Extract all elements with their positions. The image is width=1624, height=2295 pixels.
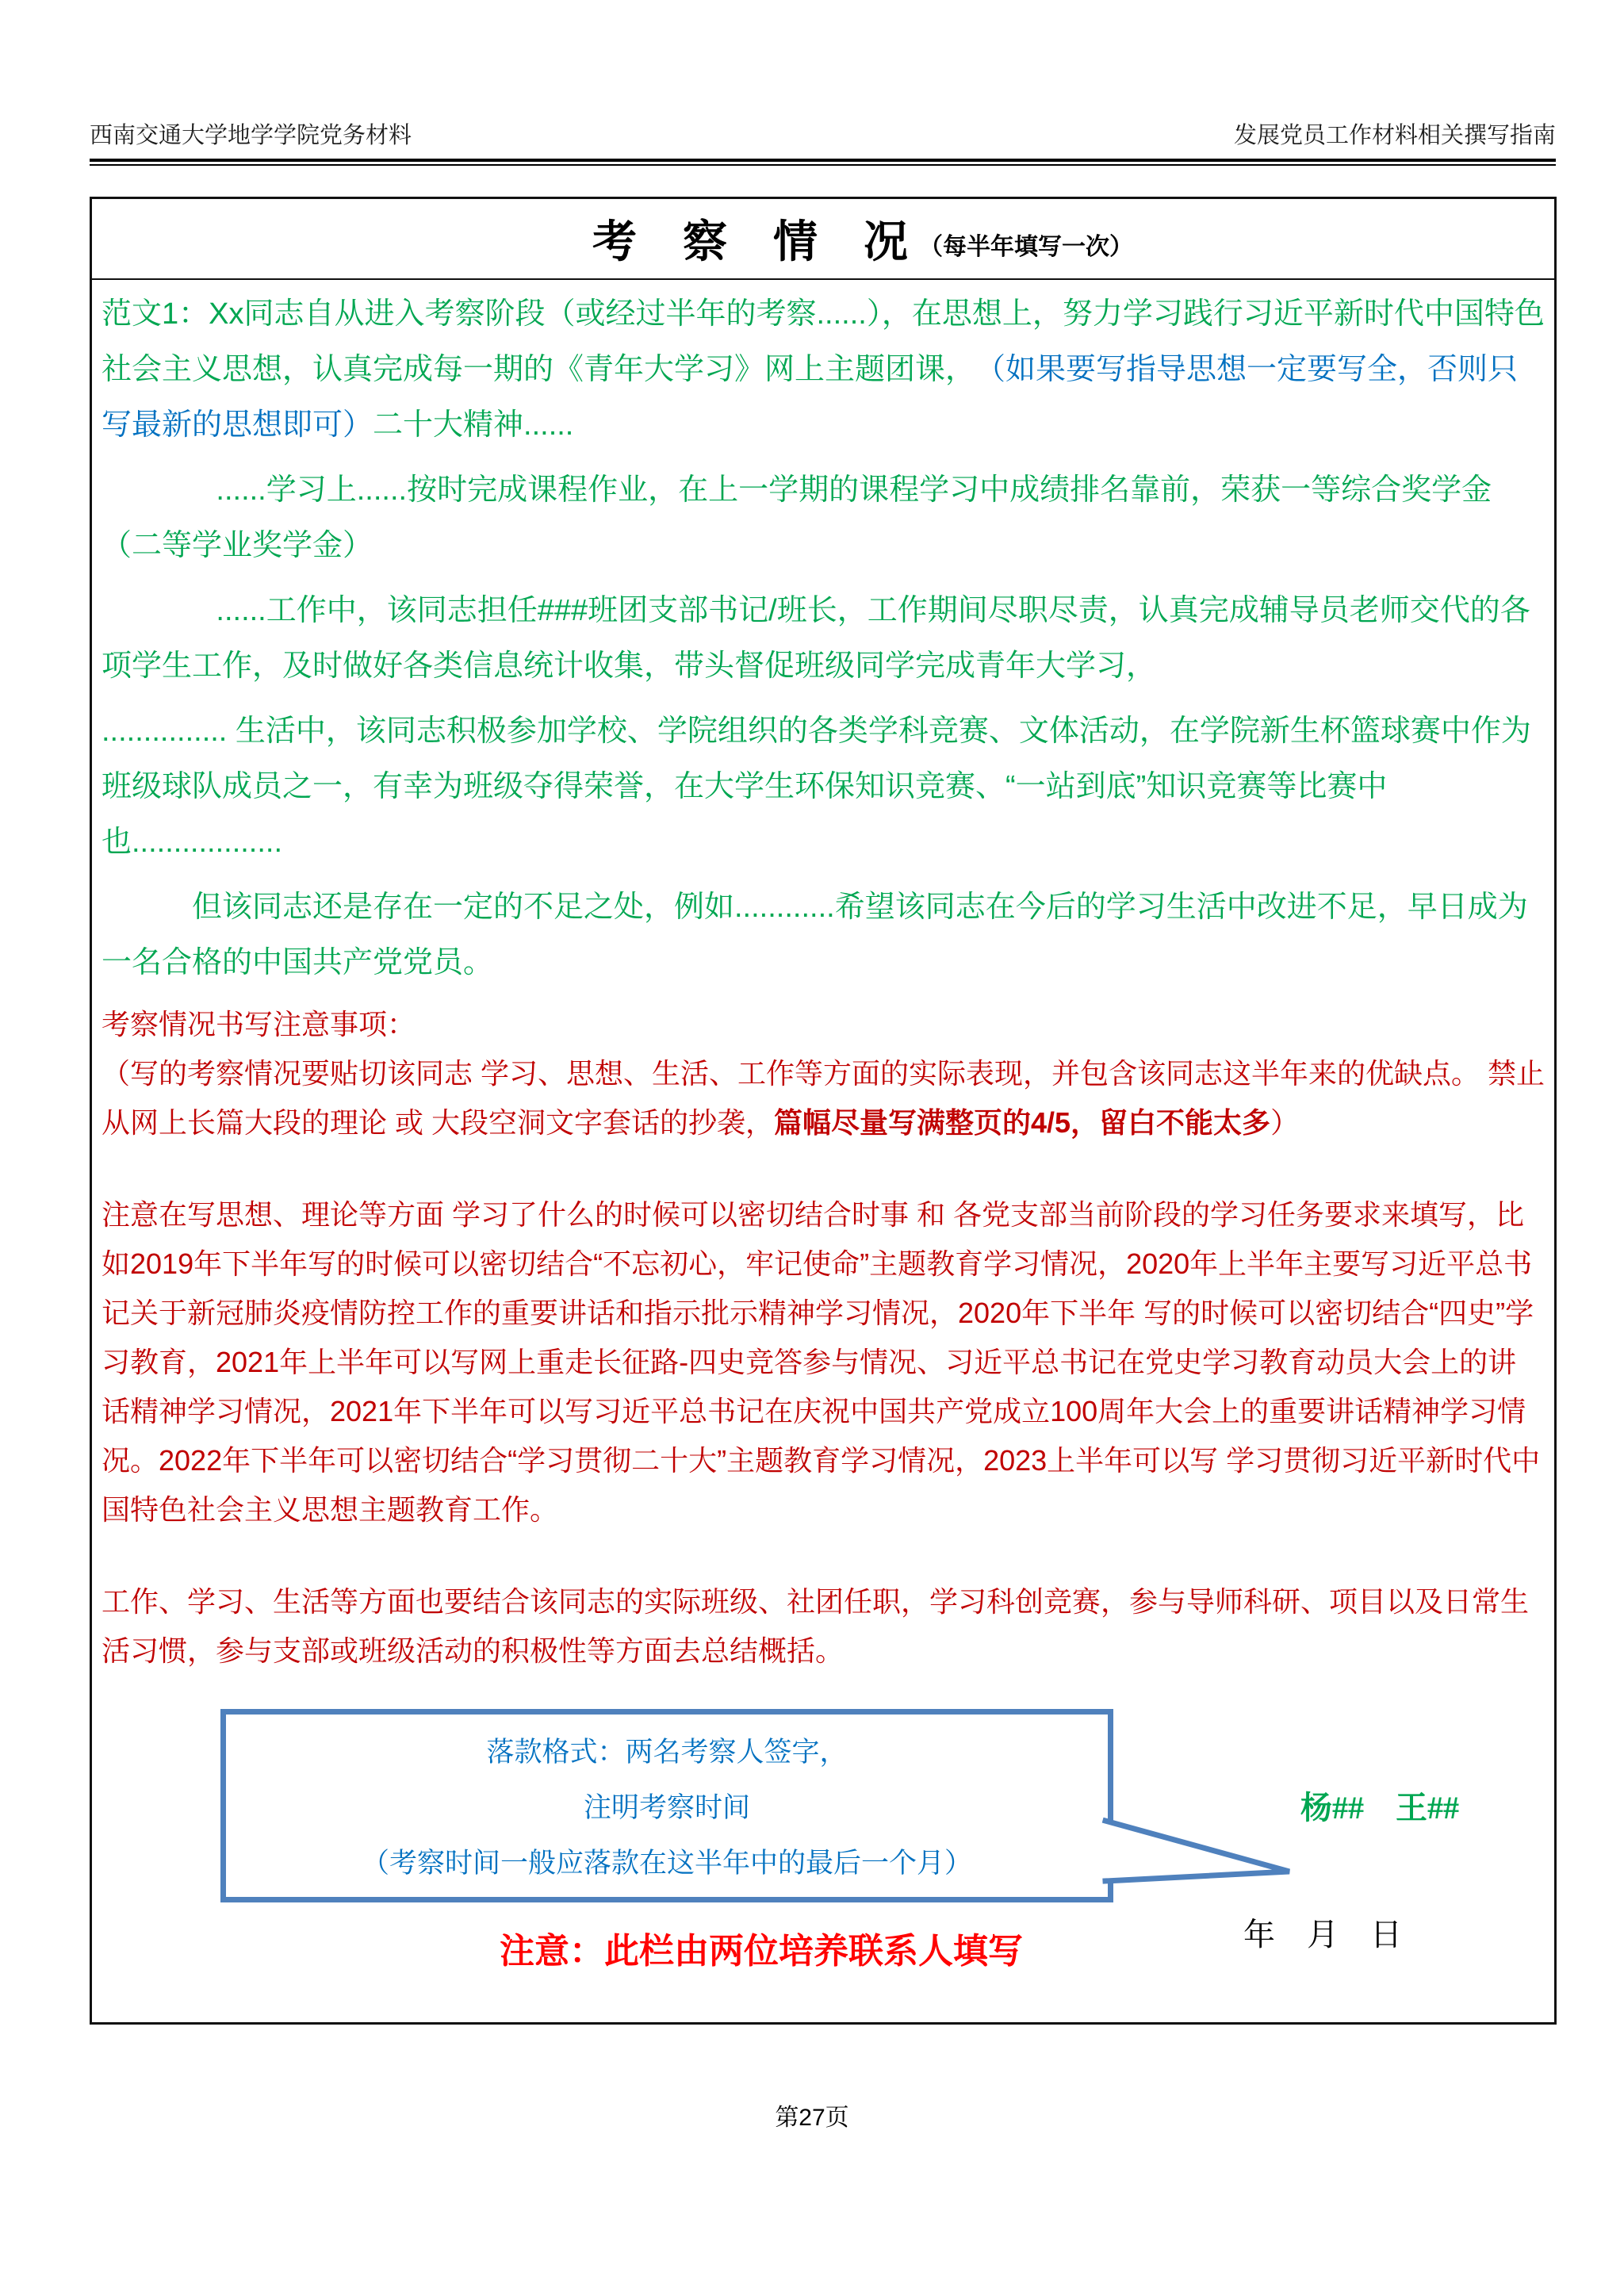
notes-n1-b: ）: [1270, 1106, 1300, 1139]
sample-paragraph-4: ............... 生活中，该同志积极参加学校、学院组织的各类学科竞赛、文体活动，在学院新生杯篮球赛中作为班级球队成员之一，有幸为班级夺得荣誉，在大学生环保知识竞赛、“一站到底”知识竞赛等比赛中也..................: [102, 715, 1531, 859]
sample-paragraph-1: [102, 286, 1545, 453]
date-line: 年 月 日: [1243, 1917, 1402, 1952]
sample-paragraph-5: 但该同志还是存在一定的不足之处，例如............希望该同志在今后的学习生活中改进不足，早日成为一名合格的中国共产党党员。: [102, 891, 1528, 979]
header-rule: [90, 159, 1556, 166]
examiner-signatures: 杨## 王##: [1300, 1790, 1459, 1826]
notes-n1-a: （写的考察情况要贴切该同志 学习、思想、生活、工作等方面的实际表现，并包含该同志这半年来的优缺点。 禁止从网上长篇大段的理论 或 大段空洞文字套话的抄袭，: [102, 1057, 1545, 1139]
callout-tail-pointer: [1105, 1816, 1304, 1889]
sample-paragraph-3: ......工作中，该同志担任###班团支部书记/班长，工作期间尽职尽责，认真完成辅导员老师交代的各项学生工作，及时做好各类信息统计收集，带头督促班级同学完成青年大学习，: [102, 594, 1530, 683]
sample-p1-green-a: 范文1：Xx同志自从进入考察阶段（或经过半年的考察......），在思想上，努力学习践行习近平新时代中国特色社会主义思想，认真完成每一期的《青年大学习》网上主题团课，: [102, 297, 1545, 386]
callout-line-1: 落款格式：两名考察人签字，: [486, 1737, 848, 1768]
callout-box: [220, 1709, 1113, 1902]
notes-paragraph-2: 注意在写思想、理论等方面 学习了什么的时候可以密切结合时事 和 各党支部当前阶段的学习任务要求来填写，比如2019年下半年写的时候可以密切结合“不忘初心，牢记使命”主题教育学习情况，2020年上半年主要写习近平总书记关于新冠肺炎疫情防控工作的重要讲话和指示批示精神学习情况，2020年下半年 写的时候可以密切结合“四史”学习教育，2021年上半年可以写网上重走长征路-四史竞答参与情况、习近平总书记在党史学习教育动员大会上的讲话精神学习情况，2021年下半年可以写习近平总书记在庆祝中国共产党成立100周年大会上的重要讲话精神学习情况。2022年下半年可以密切结合“学习贯彻二十大”主题教育学习情况，2023上半年可以写 学习贯彻习近平新时代中国特色社会主义思想主题教育工作。: [102, 1198, 1541, 1526]
header-rule-thin: [90, 164, 1556, 166]
page-number: 第27页: [775, 2105, 849, 2131]
form-title-note: （每半年填写一次）: [919, 234, 1133, 260]
fill-in-warning-note: 注意：此栏由两位培养联系人填写: [500, 1932, 1023, 1971]
sample-p1-green-b: 二十大精神......: [373, 408, 574, 442]
header-left-text: 西南交通大学地学学院党务材料: [90, 123, 412, 148]
form-content: [92, 280, 1554, 1676]
notes-paragraph-3: 工作、学习、生活等方面也要结合该同志的实际班级、社团任职，学习科创竞赛，参与导师科研、项目以及日常生活习惯，参与支部或班级活动的积极性等方面去总结概括。: [102, 1585, 1530, 1667]
notes-n1-bold: 篇幅尽量写满整页的4/5，留白不能太多: [774, 1106, 1271, 1139]
page-header: [90, 117, 1556, 150]
header-right-text: 发展党员工作材料相关撰写指南: [1233, 123, 1556, 148]
notes-heading: 考察情况书写注意事项：: [102, 1008, 416, 1040]
sample-p1-blue-note: （如果要写指导思想一定要写全，否则只写最新的思想即可）: [102, 353, 1519, 442]
callout-line-2: 注明考察时间: [583, 1792, 750, 1823]
form-title: 考察情况: [592, 218, 954, 267]
sample-paragraph-2: ......学习上......按时完成课程作业，在上一学期的课程学习中成绩排名靠前，荣获一等综合奖学金（二等学业奖学金）: [102, 473, 1492, 562]
notes-paragraph-1: [102, 1049, 1545, 1148]
form-title-row: [92, 199, 1554, 280]
callout-line-3: （考察时间一般应落款在这半年中的最后一个月）: [361, 1848, 972, 1879]
